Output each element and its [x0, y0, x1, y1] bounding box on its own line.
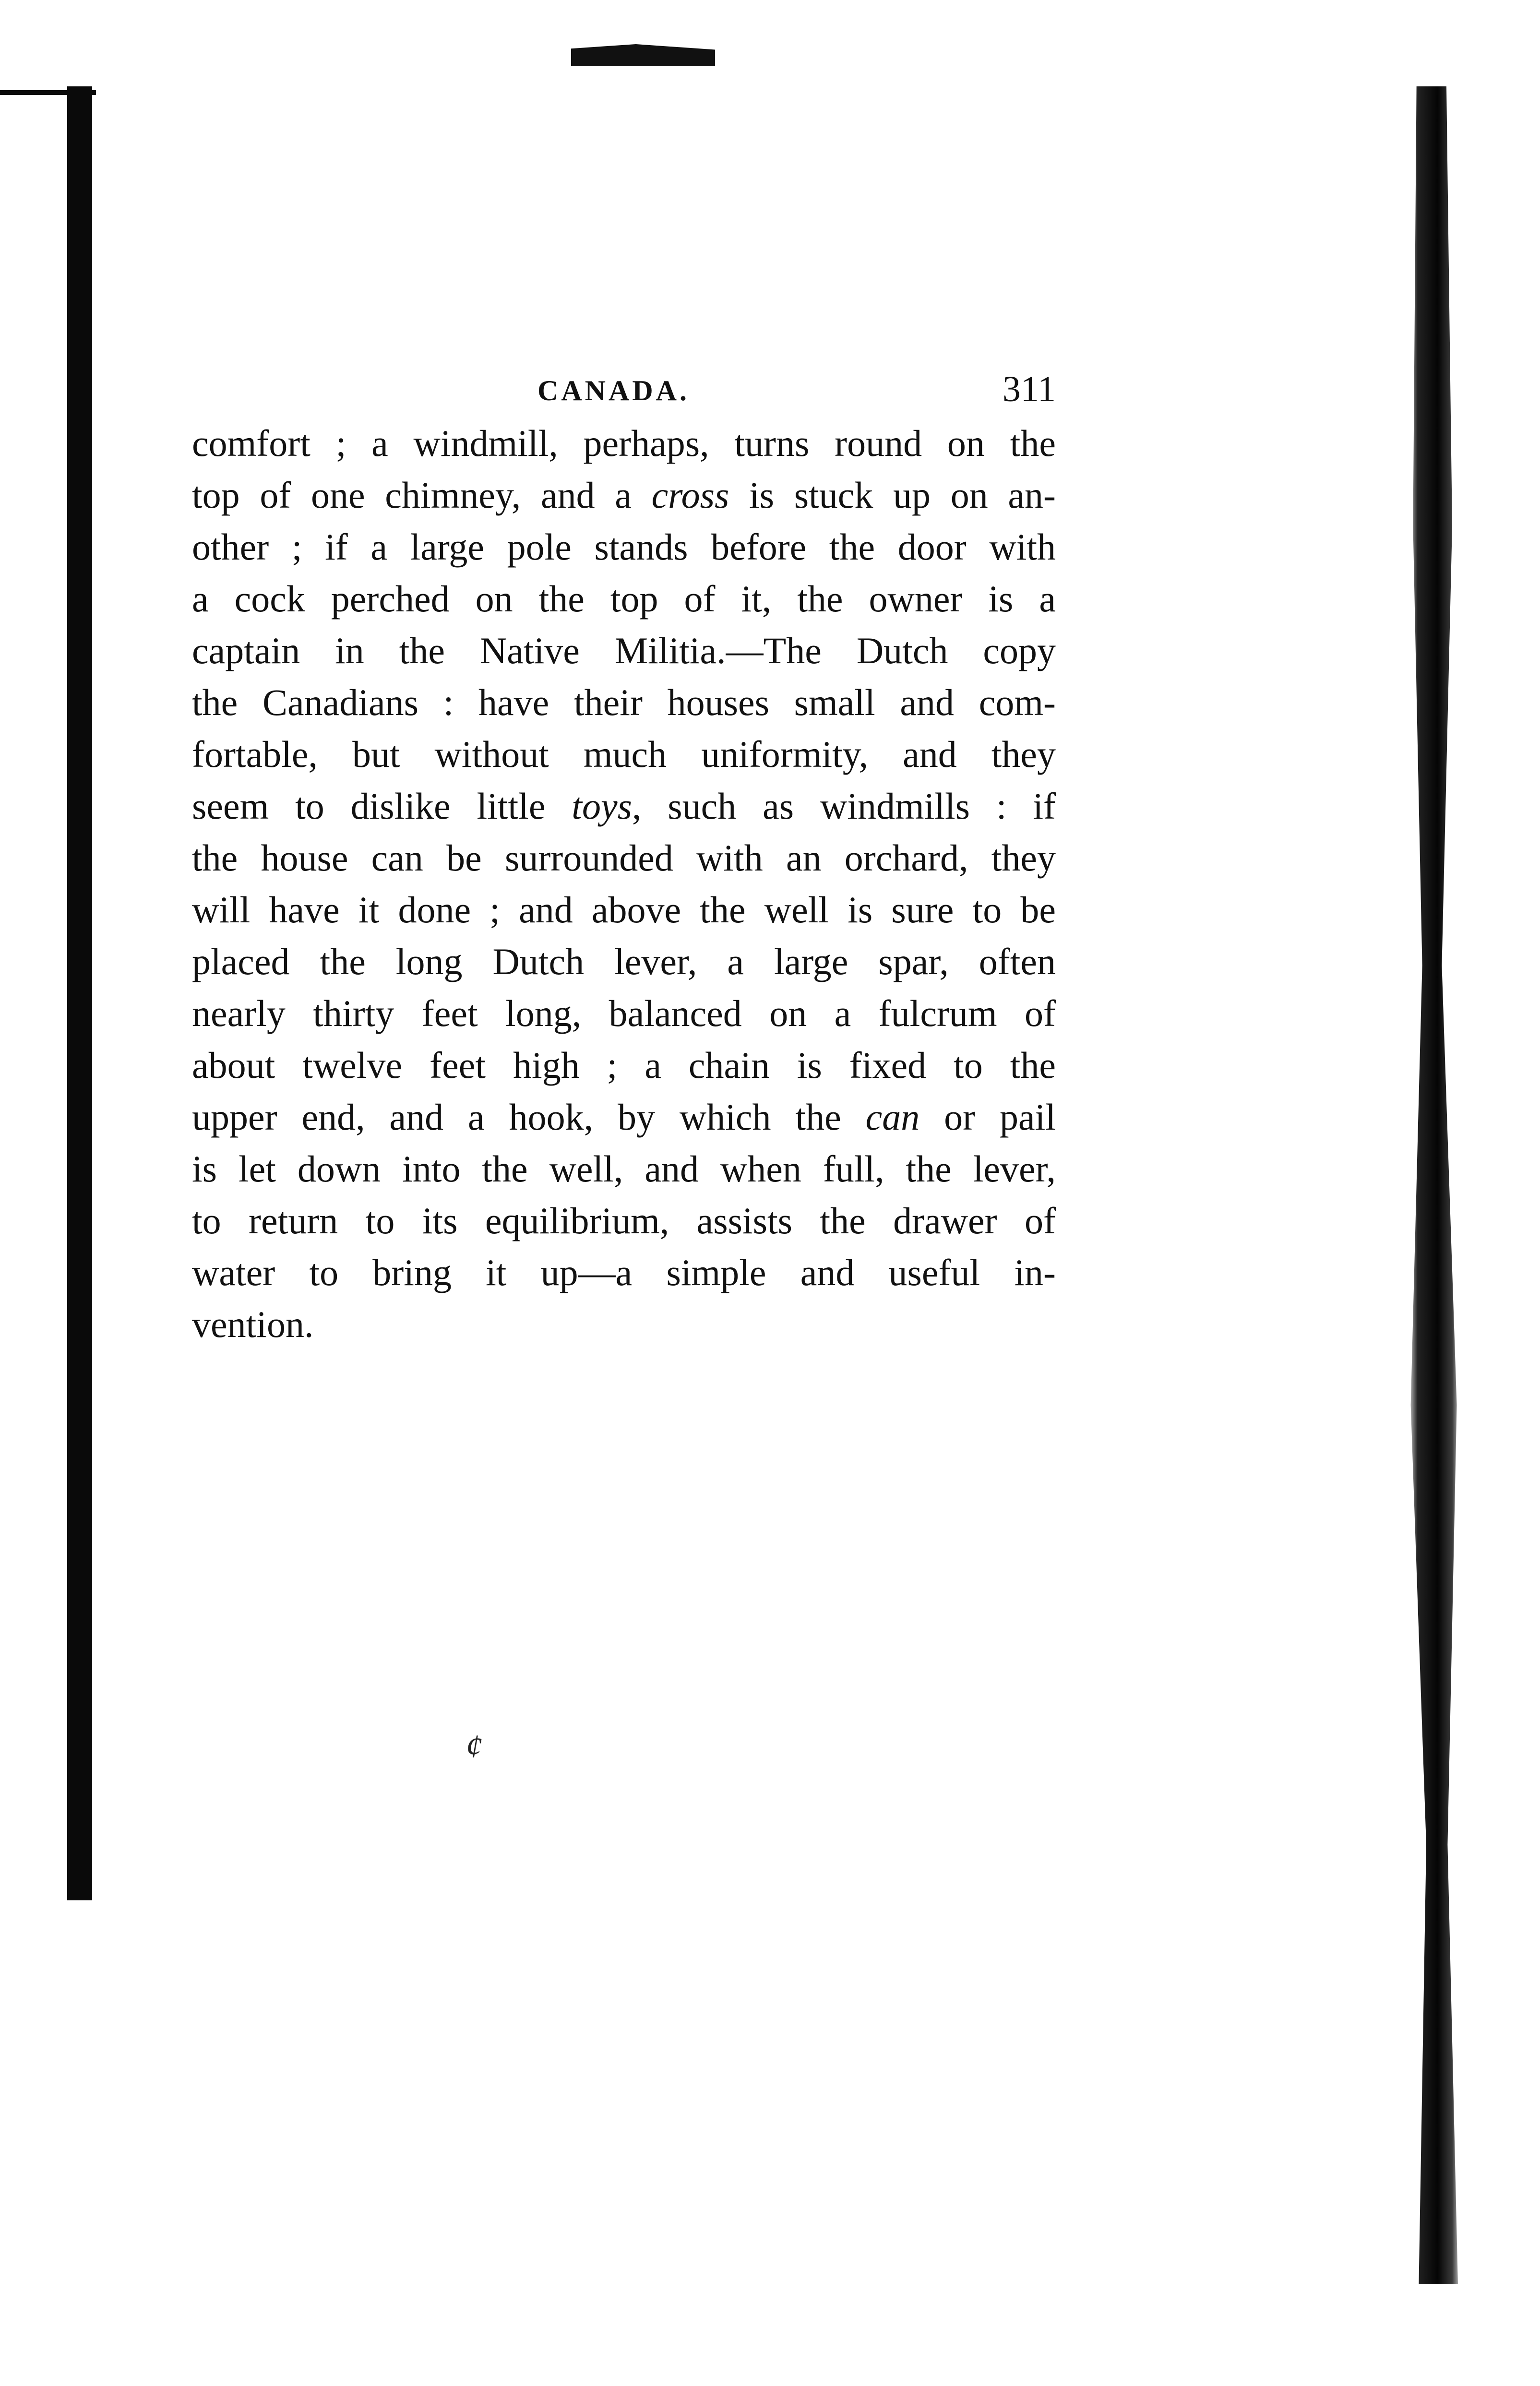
text-run: a cock perched on the top of it, the owner is a [192, 578, 1056, 620]
text-run: is stuck up on an- [729, 474, 1056, 516]
text-line [192, 728, 1056, 780]
book-page [192, 365, 1056, 1350]
text-line [192, 1299, 1056, 1350]
scan-border-left [67, 86, 92, 1900]
italic-word: can [865, 1096, 920, 1138]
text-run: the Canadians : have their houses small and com- [192, 681, 1056, 723]
text-line [192, 1091, 1056, 1143]
running-head [192, 365, 1056, 418]
stray-ink-mark: ¢ [466, 1728, 482, 1765]
text-run: will have it done ; and above the well is sure to be [192, 889, 1056, 931]
text-run: vention. [192, 1303, 314, 1345]
text-run: or pail [919, 1096, 1056, 1138]
text-run: water to bring it up—a simple and useful in- [192, 1252, 1056, 1293]
text-line [192, 988, 1056, 1039]
text-line [192, 832, 1056, 884]
text-run: seem to dislike little [192, 785, 572, 827]
text-line [192, 573, 1056, 625]
text-line [192, 521, 1056, 573]
text-run: placed the long Dutch lever, a large spar, often [192, 941, 1056, 982]
text-line [192, 1143, 1056, 1195]
text-line [192, 936, 1056, 988]
text-line [192, 780, 1056, 832]
text-run: about twelve feet high ; a chain is fixed to the [192, 1044, 1056, 1086]
text-run: to return to its equilibrium, assists the drawer of [192, 1200, 1056, 1241]
text-run: , such as windmills : if [632, 785, 1056, 827]
running-title: CANADA. [537, 375, 690, 406]
text-run: upper end, and a hook, by which the [192, 1096, 866, 1138]
text-line [192, 1247, 1056, 1299]
italic-word: cross [651, 474, 729, 516]
italic-word: toys [572, 785, 632, 827]
text-run: the house can be surrounded with an orchard, they [192, 837, 1056, 879]
text-run: fortable, but without much uniformity, and they [192, 733, 1056, 775]
text-run: comfort ; a windmill, perhaps, turns round on the [192, 422, 1056, 464]
scan-mark-top [571, 44, 715, 66]
text-run: other ; if a large pole stands before the door with [192, 526, 1056, 568]
text-line [192, 1195, 1056, 1247]
text-line [192, 884, 1056, 936]
body-paragraph [192, 418, 1056, 1350]
scan-border-right [1406, 86, 1464, 2284]
text-run: is let down into the well, and when full, the lever, [192, 1148, 1056, 1190]
text-run: top of one chimney, and a [192, 474, 652, 516]
text-line [192, 677, 1056, 728]
scan-border-left-tick [0, 90, 96, 95]
text-line [192, 625, 1056, 677]
text-run: captain in the Native Militia.—The Dutch copy [192, 630, 1056, 671]
text-line [192, 418, 1056, 469]
text-line [192, 1039, 1056, 1091]
page-number: 311 [1002, 369, 1056, 409]
text-run: nearly thirty feet long, balanced on a fulcrum of [192, 992, 1056, 1034]
text-line [192, 469, 1056, 521]
